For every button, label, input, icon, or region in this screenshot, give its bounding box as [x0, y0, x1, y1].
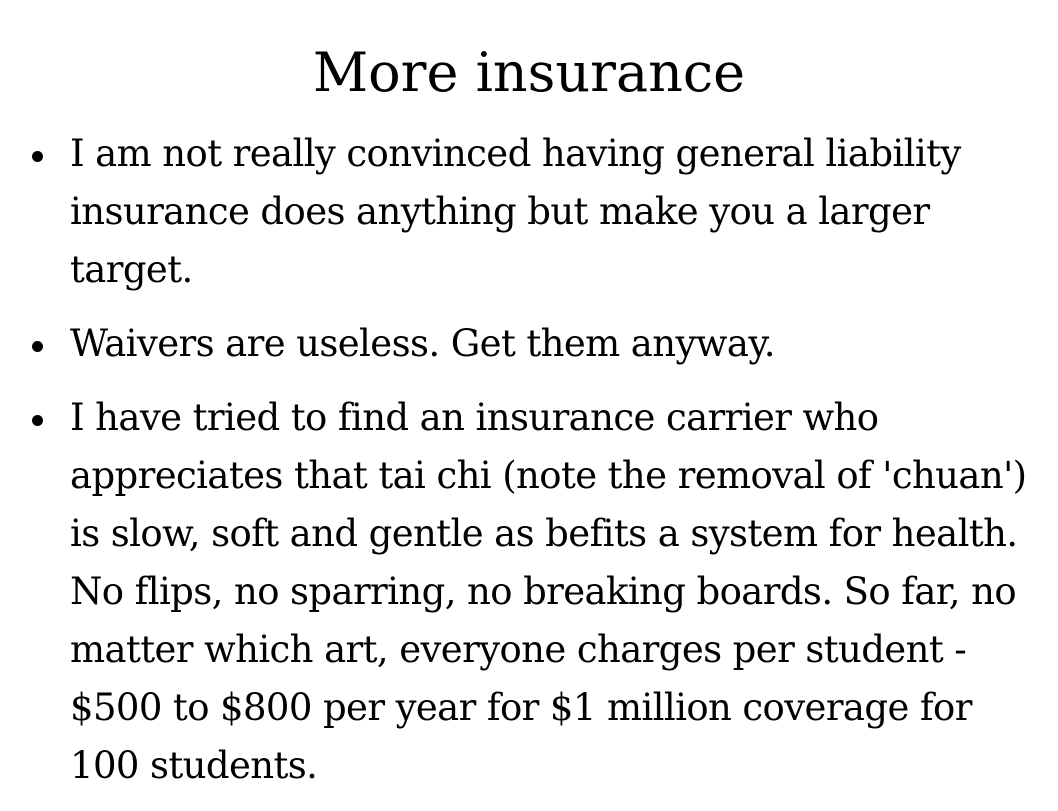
bullet-item: [30, 389, 1040, 795]
bullet-point-icon: [32, 415, 43, 426]
bullet-text: I am not really convinced having general liability insurance does anything but make you a larger target.: [70, 132, 961, 291]
bullet-point-icon: [32, 341, 43, 352]
bullet-point-icon: [32, 151, 43, 162]
bullet-text: Waivers are useless. Get them anyway.: [70, 322, 775, 365]
bullet-text: I have tried to find an insurance carrier who appreciates that tai chi (note the removal of 'chuan') is slow, soft and gentle as befits a system for health. No flips, no sparring, no breaking boards. So far, no matter which art, everyone charges per student - $500 to $800 per year for $1 million coverage for 100 students.: [70, 396, 1027, 787]
bullet-list: [30, 125, 1040, 811]
bullet-item: [30, 125, 1040, 299]
slide-title: More insurance: [312, 41, 746, 104]
bullet-item: [30, 315, 1040, 373]
